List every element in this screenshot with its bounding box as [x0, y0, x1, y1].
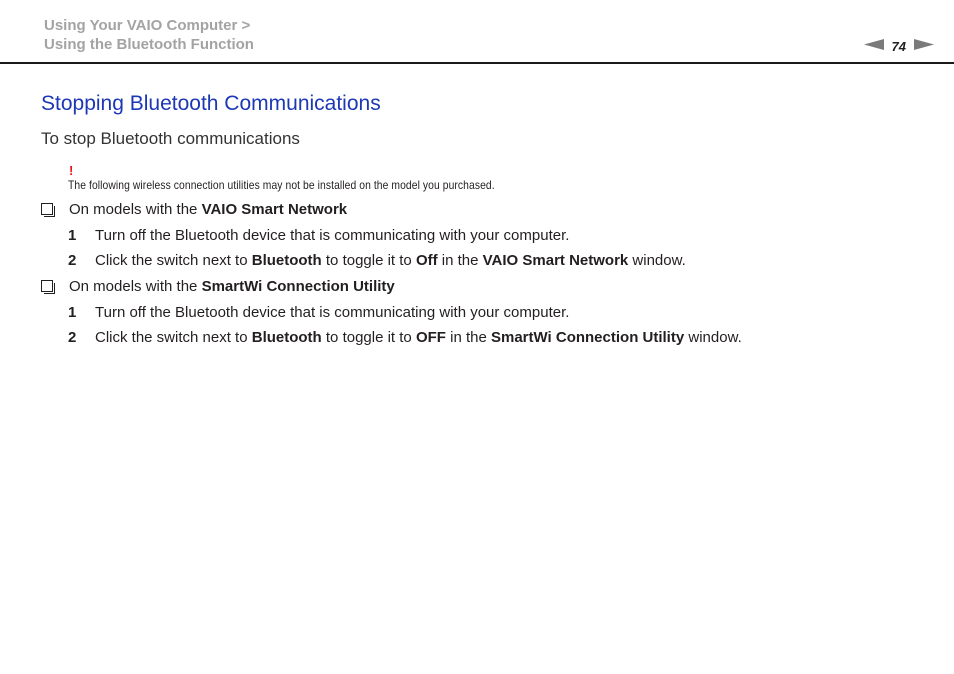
step-text: to toggle it to	[321, 329, 416, 346]
bullet-intro: On models with the	[69, 201, 202, 218]
checkbox-bullet-icon	[41, 280, 53, 292]
breadcrumb-parent[interactable]: Using Your VAIO Computer >	[44, 17, 251, 34]
breadcrumb	[44, 16, 254, 54]
step-bold: OFF	[415, 329, 446, 346]
step-text: window.	[628, 252, 686, 269]
next-page-arrow-icon[interactable]	[914, 37, 934, 55]
step-text: Click the switch next to	[95, 329, 252, 346]
step-text: in the	[445, 329, 491, 346]
warning-note: The following wireless connection utilities may not be installed on the model you purchased.	[68, 178, 495, 192]
step-bold: Off	[415, 252, 438, 269]
checkbox-bullet-icon	[41, 203, 53, 215]
step-item	[68, 304, 569, 321]
page-navigator	[864, 37, 934, 55]
model-bullet-smartwi	[41, 278, 395, 295]
step-text: window.	[684, 329, 742, 346]
header-divider	[0, 62, 954, 64]
previous-page-arrow-icon[interactable]	[864, 37, 884, 55]
step-bold: SmartWi Connection Utility	[490, 329, 685, 346]
step-number: 1	[68, 227, 77, 244]
bullet-model-name: SmartWi Connection Utility	[201, 278, 395, 295]
bullet-intro: On models with the	[69, 278, 202, 295]
step-text: Turn off the Bluetooth device that is communicating with your computer.	[95, 227, 570, 244]
step-text: Click the switch next to	[95, 252, 252, 269]
step-bold: VAIO Smart Network	[482, 252, 629, 269]
bullet-model-name: VAIO Smart Network	[201, 201, 348, 218]
model-bullet-vaio	[41, 201, 347, 218]
step-number: 2	[68, 252, 77, 269]
step-number: 2	[68, 329, 77, 346]
step-text: to toggle it to	[321, 252, 416, 269]
section-subtitle: To stop Bluetooth communications	[41, 129, 300, 148]
page-number: 74	[891, 38, 906, 54]
step-item	[68, 252, 686, 269]
step-item	[68, 329, 742, 346]
step-number: 1	[68, 304, 77, 321]
step-text: in the	[437, 252, 483, 269]
breadcrumb-current[interactable]: Using the Bluetooth Function	[44, 36, 254, 53]
step-bold: Bluetooth	[251, 252, 322, 269]
step-text: Turn off the Bluetooth device that is communicating with your computer.	[95, 304, 570, 321]
step-item	[68, 227, 569, 244]
section-title: Stopping Bluetooth Communications	[41, 92, 381, 115]
step-bold: Bluetooth	[251, 329, 322, 346]
warning-icon: !	[69, 163, 74, 178]
